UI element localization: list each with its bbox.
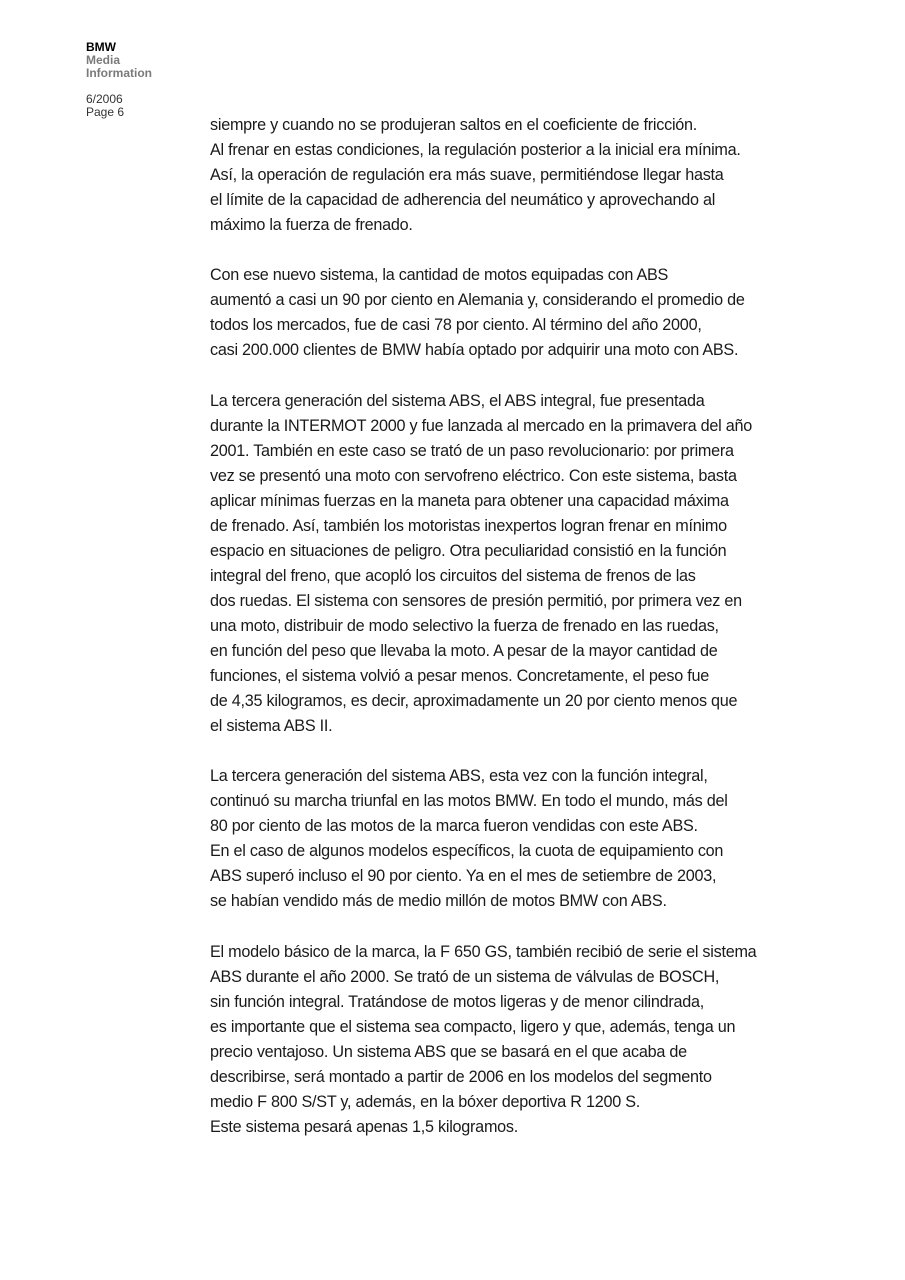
text-line: La tercera generación del sistema ABS, el ABS integral, fue presentada — [210, 391, 705, 410]
text-line: Así, la operación de regulación era más suave, permitiéndose llegar hasta — [210, 166, 724, 185]
text-line: Con ese nuevo sistema, la cantidad de motos equipadas con ABS — [210, 266, 669, 285]
text-line: de 4,35 kilogramos, es decir, aproximadamente un 20 por ciento menos que — [210, 692, 738, 711]
text-line: El modelo básico de la marca, la F 650 GS, también recibió de serie el sistema — [210, 942, 757, 961]
header-media-label: Media — [86, 53, 121, 67]
text-line: precio ventajoso. Un sistema ABS que se basará en el que acaba de — [210, 1042, 687, 1061]
text-line: máximo la fuerza de frenado. — [210, 216, 413, 235]
page-number: Page 6 — [86, 105, 125, 119]
text-line: sin función integral. Tratándose de motos ligeras y de menor cilindrada, — [210, 992, 704, 1011]
text-line: siempre y cuando no se produjeran saltos en el coeficiente de fricción. — [210, 116, 698, 134]
text-line: La tercera generación del sistema ABS, esta vez con la función integral, — [210, 767, 708, 786]
brand-name: BMW — [86, 40, 116, 54]
text-line: dos ruedas. El sistema con sensores de presión permitió, por primera vez en — [210, 591, 742, 610]
paragraph — [210, 389, 810, 740]
text-line: espacio en situaciones de peligro. Otra peculiaridad consistió en la función — [210, 541, 727, 560]
text-line: ABS superó incluso el 90 por ciento. Ya en el mes de setiembre de 2003, — [210, 867, 717, 886]
document-date: 6/2006 — [86, 92, 123, 106]
text-line: En el caso de algunos modelos específicos, la cuota de equipamiento con — [210, 842, 724, 861]
header-information-label: Information — [86, 66, 152, 80]
text-line: durante la INTERMOT 2000 y fue lanzada al mercado en la primavera del año — [210, 416, 753, 435]
text-line: describirse, será montado a partir de 2006 en los modelos del segmento — [210, 1067, 712, 1086]
document-body — [210, 113, 810, 1165]
text-line: medio F 800 S/ST y, además, en la bóxer deportiva R 1200 S. — [210, 1092, 641, 1111]
text-line: Al frenar en estas condiciones, la regulación posterior a la inicial era mínima. — [210, 141, 741, 160]
text-line: aplicar mínimas fuerzas en la maneta para obtener una capacidad máxima — [210, 491, 729, 510]
text-line: es importante que el sistema sea compacto, ligero y que, además, tenga un — [210, 1017, 736, 1036]
text-line: en función del peso que llevaba la moto. A pesar de la mayor cantidad de — [210, 641, 718, 660]
text-line: 2001. También en este caso se trató de un paso revolucionario: por primera — [210, 441, 734, 460]
text-line: casi 200.000 clientes de BMW había optado por adquirir una moto con ABS. — [210, 341, 739, 360]
text-line: se habían vendido más de medio millón de motos BMW con ABS. — [210, 892, 667, 911]
text-line: integral del freno, que acopló los circuitos del sistema de frenos de las — [210, 566, 696, 585]
text-line: aumentó a casi un 90 por ciento en Alemania y, considerando el promedio de — [210, 291, 745, 310]
text-line: ABS durante el año 2000. Se trató de un sistema de válvulas de BOSCH, — [210, 967, 720, 986]
paragraph — [210, 764, 810, 914]
text-line: el sistema ABS II. — [210, 717, 333, 736]
text-line: todos los mercados, fue de casi 78 por ciento. Al término del año 2000, — [210, 316, 702, 335]
text-line: de frenado. Así, también los motoristas inexpertos logran frenar en mínimo — [210, 516, 727, 535]
text-line: vez se presentó una moto con servofreno eléctrico. Con este sistema, basta — [210, 466, 737, 485]
text-line: el límite de la capacidad de adherencia del neumático y aprovechando al — [210, 191, 716, 210]
text-line: Este sistema pesará apenas 1,5 kilogramos. — [210, 1117, 519, 1136]
paragraph — [210, 940, 810, 1140]
text-line: funciones, el sistema volvió a pesar menos. Concretamente, el peso fue — [210, 667, 709, 686]
text-line: una moto, distribuir de modo selectivo la fuerza de frenado en las ruedas, — [210, 616, 719, 635]
text-line: 80 por ciento de las motos de la marca fueron vendidas con este ABS. — [210, 817, 698, 836]
paragraph — [210, 263, 810, 363]
paragraph — [210, 113, 810, 238]
text-line: continuó su marcha triunfal en las motos BMW. En todo el mundo, más del — [210, 792, 728, 811]
page-header — [86, 41, 196, 119]
